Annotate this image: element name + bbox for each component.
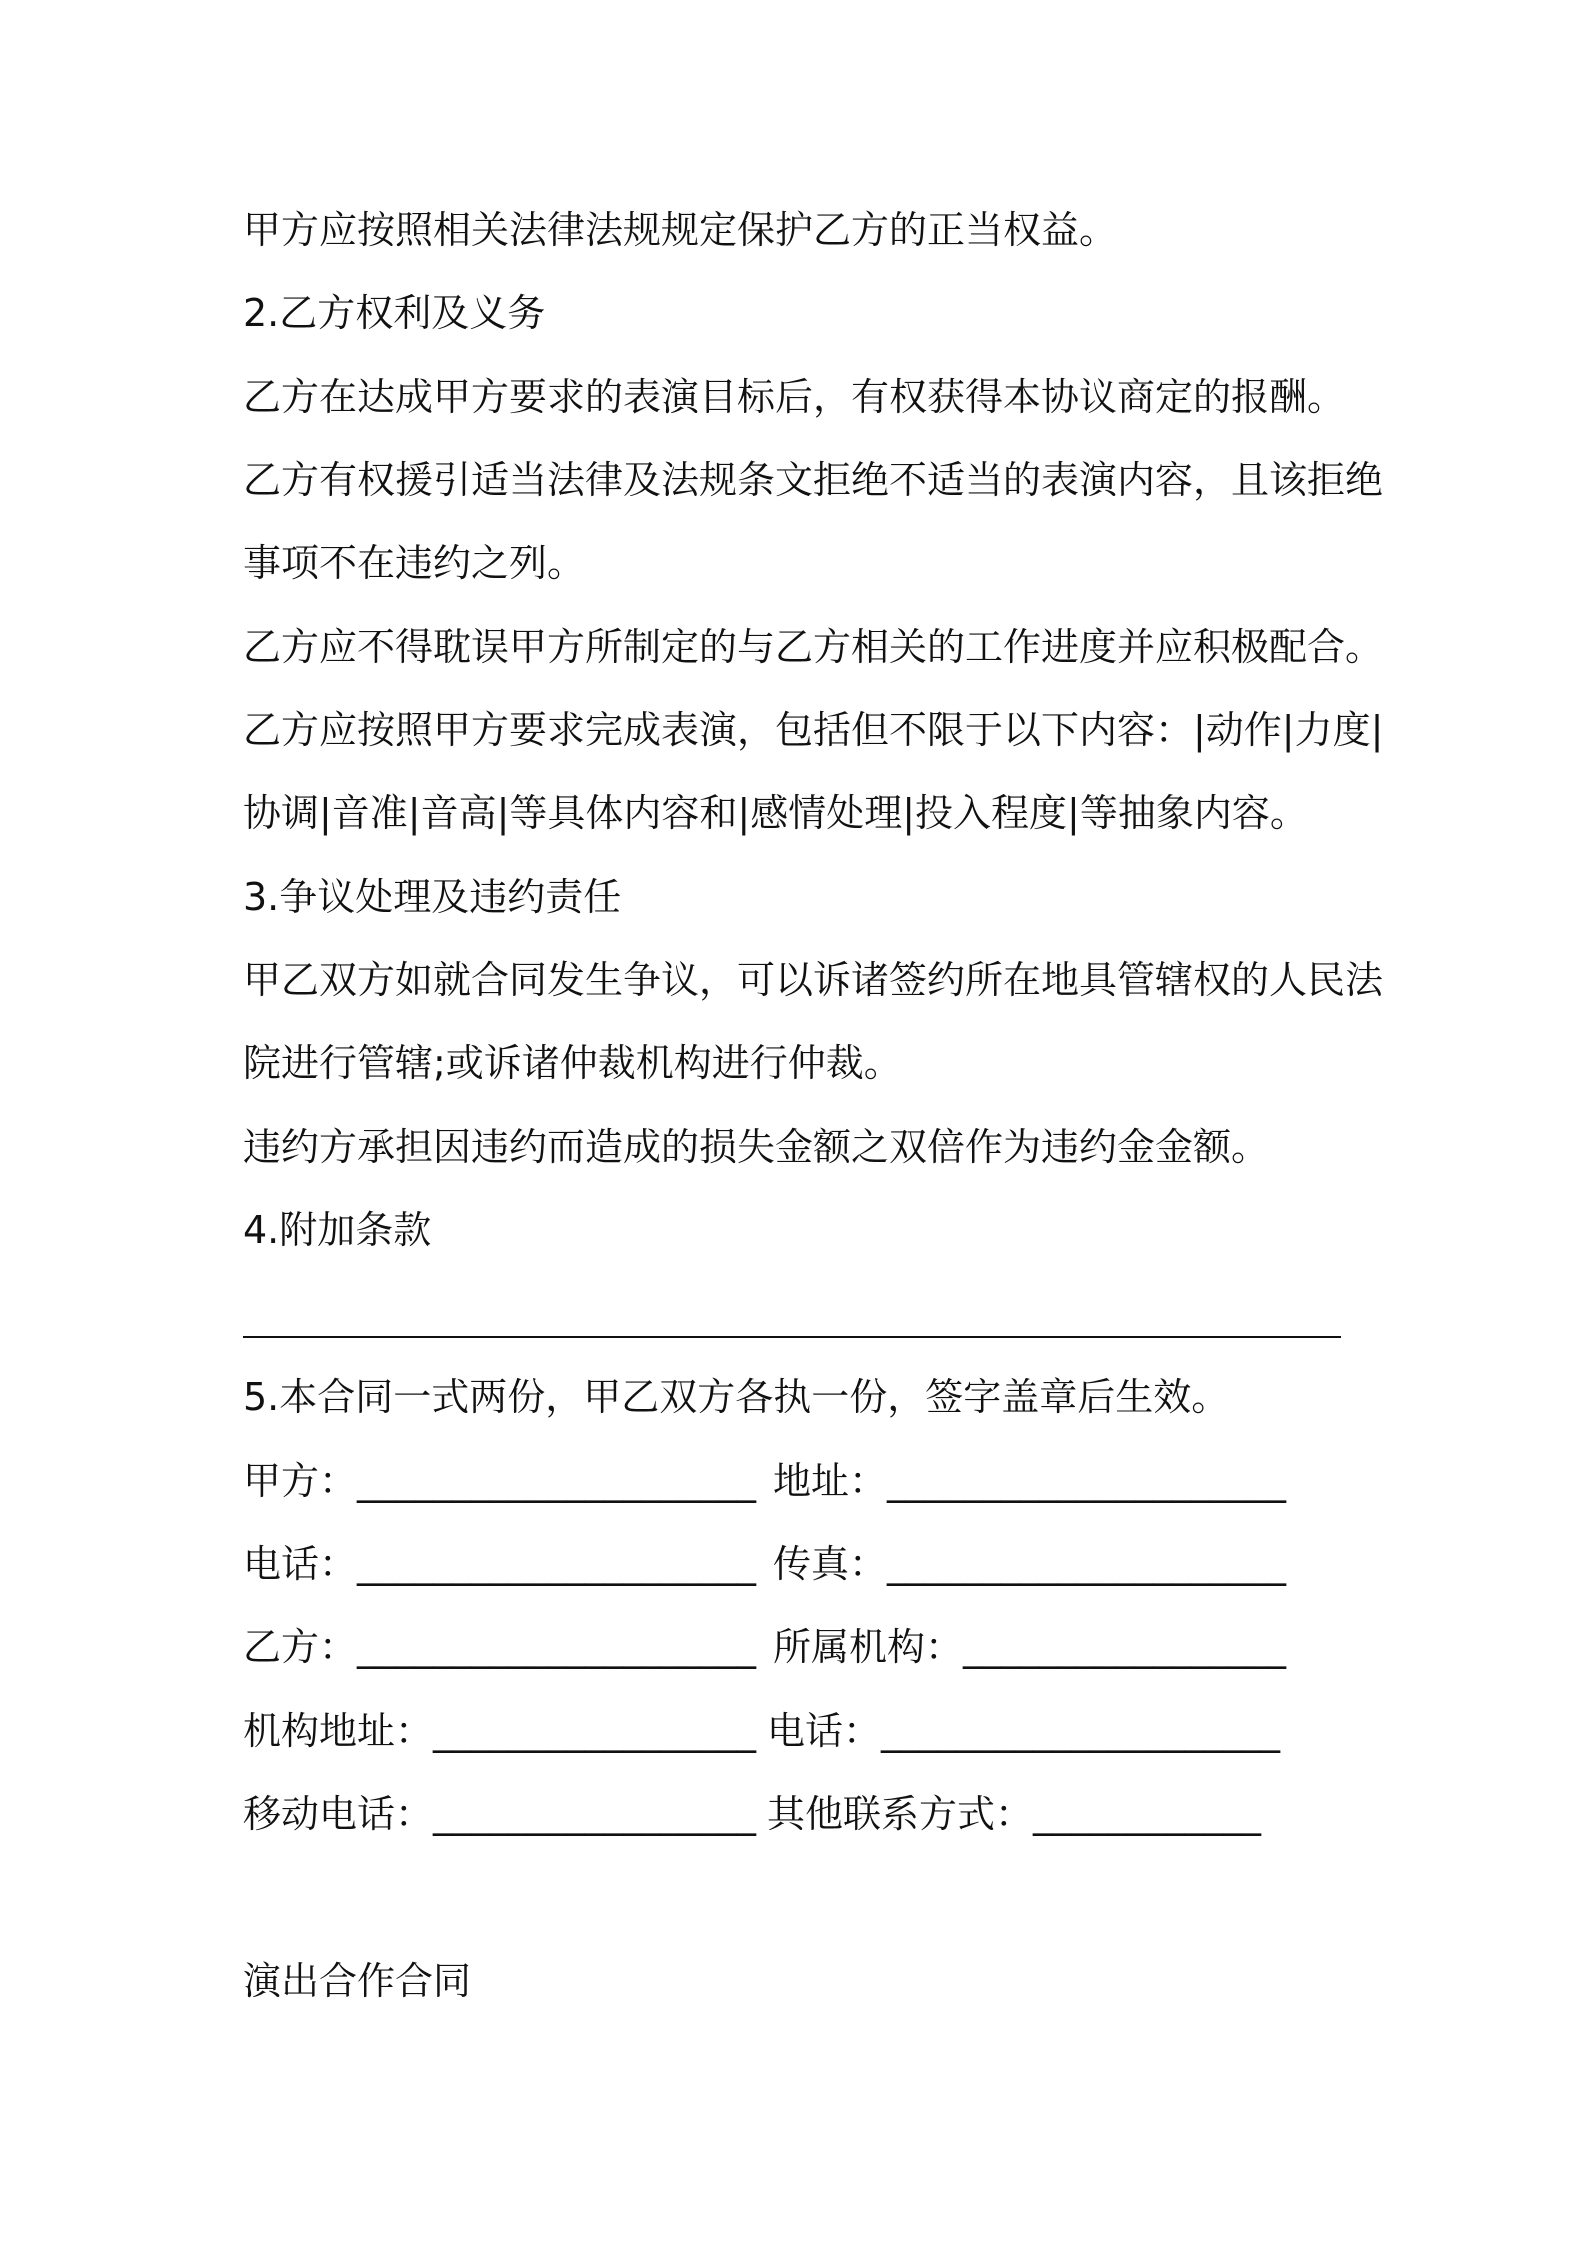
section-heading-disputes: 3.争议处理及违约责任 — [243, 875, 622, 919]
document-footer-title: 演出合作合同 — [243, 1959, 472, 2003]
paragraph-disputes-line2: 院进行管辖;或诉诸仲裁机构进行仲裁。 — [243, 1041, 902, 1085]
paragraph-copies-effective: 5.本合同一式两份，甲乙双方各执一份，签字盖章后生效。 — [243, 1375, 1230, 1419]
paragraph-performance-requirements-line2: 协调|音准|音高|等具体内容和|感情处理|投入程度|等抽象内容。 — [243, 791, 1308, 835]
additional-terms-blank-line[interactable] — [243, 1336, 1341, 1338]
organization-address-field[interactable]: 机构地址：_________________ — [243, 1709, 757, 1753]
signature-row-party-b — [243, 1622, 1343, 1672]
party-a-field[interactable]: 甲方：_____________________ — [243, 1459, 757, 1503]
affiliated-organization-field[interactable]: 所属机构：_________________ — [773, 1625, 1287, 1669]
paragraph-penalty: 违约方承担因违约而造成的损失金额之双倍作为违约金金额。 — [243, 1125, 1270, 1169]
other-contact-field[interactable]: 其他联系方式：____________ — [767, 1792, 1262, 1836]
signature-row-party-a — [243, 1456, 1343, 1506]
signature-row-phone-fax — [243, 1539, 1343, 1589]
party-b-field[interactable]: 乙方：_____________________ — [243, 1625, 757, 1669]
paragraph-refuse-content-line2: 事项不在违约之列。 — [243, 541, 586, 585]
paragraph-protect-rights: 甲方应按照相关法律法规规定保护乙方的正当权益。 — [243, 208, 1118, 252]
fax-field[interactable]: 传真：_____________________ — [773, 1542, 1287, 1586]
organization-phone-field[interactable]: 电话：_____________________ — [767, 1709, 1281, 1753]
paragraph-refuse-content-line1: 乙方有权援引适当法律及法规条文拒绝不适当的表演内容，且该拒绝 — [243, 458, 1384, 502]
phone-field[interactable]: 电话：_____________________ — [243, 1542, 757, 1586]
paragraph-disputes-line1: 甲乙双方如就合同发生争议，可以诉诸签约所在地具管辖权的人民法 — [243, 958, 1384, 1002]
signature-row-org-address — [243, 1706, 1343, 1756]
paragraph-work-progress: 乙方应不得耽误甲方所制定的与乙方相关的工作进度并应积极配合。 — [243, 625, 1384, 669]
paragraph-remuneration: 乙方在达成甲方要求的表演目标后，有权获得本协议商定的报酬。 — [243, 375, 1346, 419]
address-field[interactable]: 地址：_____________________ — [773, 1459, 1287, 1503]
mobile-phone-field[interactable]: 移动电话：_________________ — [243, 1792, 757, 1836]
section-heading-rights-obligations: 2.乙方权利及义务 — [243, 291, 546, 335]
section-heading-additional-terms: 4.附加条款 — [243, 1208, 432, 1252]
paragraph-performance-requirements-line1: 乙方应按照甲方要求完成表演，包括但不限于以下内容：|动作|力度| — [243, 708, 1384, 752]
signature-row-mobile — [243, 1789, 1343, 1839]
